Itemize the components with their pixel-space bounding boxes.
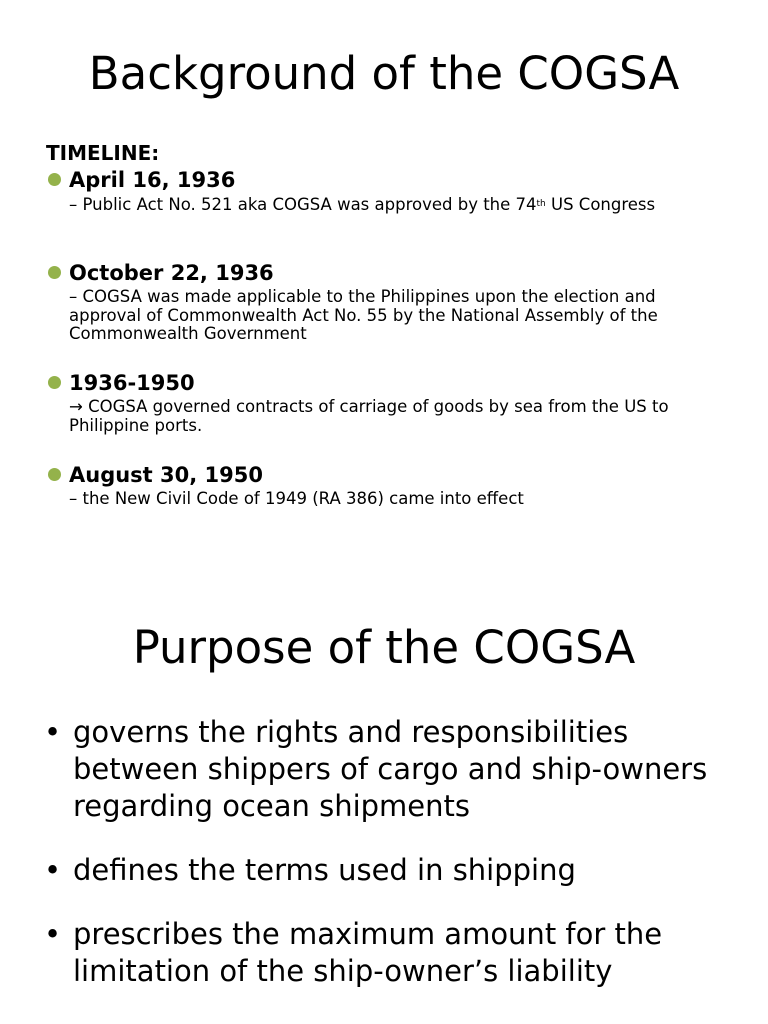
- bullet-dot-icon: [48, 376, 61, 389]
- list-item: [44, 916, 734, 990]
- entry-date: October 22, 1936: [69, 261, 274, 285]
- bullet-dot-icon: [48, 266, 61, 279]
- bullet-dot-icon: [48, 173, 61, 186]
- timeline-entry-4: [46, 462, 746, 509]
- entry-date: April 16, 1936: [69, 168, 236, 192]
- entry-description-text-end: US Congress: [545, 195, 656, 214]
- bullet-icon: •: [44, 853, 62, 887]
- entry-description: – COGSA was made applicable to the Philippines upon the election and approval of Commonwealth Act No. 55 by the National Assembly of the Commonwealth Government: [69, 287, 658, 343]
- entry-description: → COGSA governed contracts of carriage of goods by sea from the US to Philippine ports.: [69, 397, 669, 435]
- list-item: [44, 714, 734, 825]
- bullet-dot-icon: [48, 468, 61, 481]
- entry-date: 1936-1950: [69, 371, 195, 395]
- list-item-text: governs the rights and responsibilities between shippers of cargo and ship-owners regarding ocean shipments: [73, 715, 708, 823]
- timeline-entry-1: [46, 167, 746, 215]
- list-item: [44, 852, 734, 889]
- bullet-icon: •: [44, 917, 62, 951]
- slide-title-purpose: Purpose of the COGSA: [132, 621, 636, 674]
- bullet-icon: •: [44, 715, 62, 749]
- ordinal-suffix: th: [536, 199, 546, 209]
- purpose-bullet-list: [44, 714, 734, 990]
- entry-date: August 30, 1950: [69, 463, 263, 487]
- timeline-entry-3: [46, 370, 746, 435]
- entry-description-text: – Public Act No. 521 aka COGSA was approved by the 74: [69, 195, 537, 214]
- timeline-entry-2: [46, 260, 746, 344]
- timeline-label: TIMELINE:: [46, 141, 160, 165]
- slide-purpose: [0, 580, 768, 1024]
- slide-title-background: Background of the COGSA: [88, 47, 680, 100]
- entry-description: – the New Civil Code of 1949 (RA 386) came into effect: [69, 489, 524, 508]
- list-item-text: defines the terms used in shipping: [73, 853, 576, 887]
- entry-description: [69, 195, 729, 215]
- list-item-text: prescribes the maximum amount for the limitation of the ship-owner’s liability: [73, 917, 663, 988]
